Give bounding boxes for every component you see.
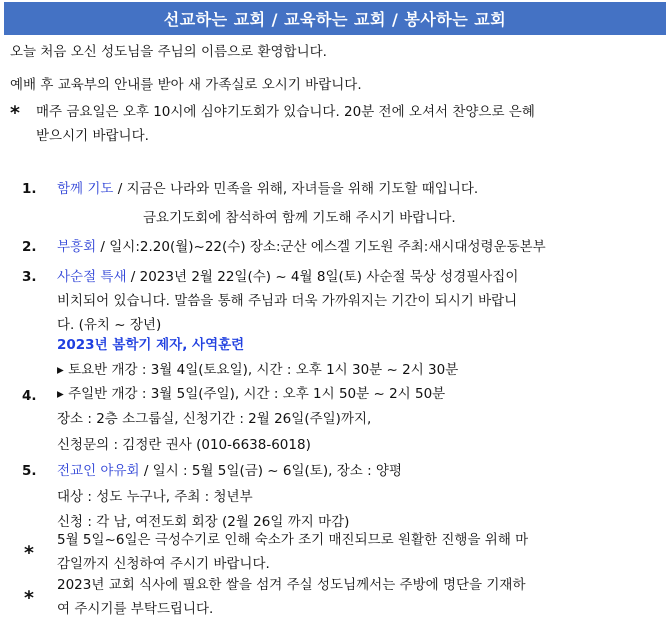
training-place: 장소 : 2층 소그룹실, 신청기간 : 2월 26일(주일)까지, [57,411,372,427]
item-text-cont: 비치되어 있습니다. 말씀을 통해 주님과 더욱 가까워지는 기간이 되시기 바랍니 [57,293,518,309]
item-title: 부흥회 [57,239,97,255]
sunday-class: ▸ 주일반 개강 : 3월 5일(주일), 시간 : 오후 1시 50분 ~ 2시 50분 [57,386,446,402]
rice-note: 2023년 교회 식사에 필요한 쌀을 섬겨 주실 성도님께서는 주방에 명단을 기재하 [57,577,526,593]
item-text: / 일시 : 5월 5일(금) ~ 6일(토), 장소 : 양평 [139,463,402,479]
guide-text: 예배 후 교육부의 안내를 받아 새 가족실로 오시기 바랍니다. [10,77,362,93]
picnic-note-cont: 감일까지 신청하여 주시기 바랍니다. [57,556,270,572]
item-text: / 일시:2.20(월)~22(수) 장소:군산 에스겔 기도원 주최:새시대성령운동본부 [96,239,546,255]
item-text-cont: 대상 : 성도 누구나, 주최 : 청년부 [57,489,253,505]
picnic-note: 5월 5일~6일은 극성수기로 인해 숙소가 조기 매진되므로 원활한 진행을 위해 마 [57,532,529,548]
item-number: 2. [22,239,37,255]
item-prayer [57,180,478,198]
asterisk-icon: * [24,587,34,609]
asterisk-icon: * [10,102,20,124]
item-text: / 지금은 나라와 민족을 위해, 자녀들을 위해 기도할 때입니다. [113,181,479,197]
item-number: 5. [22,463,37,479]
item-text-cont: 금요기도회에 참석하여 함께 기도해 주시기 바랍니다. [143,210,456,226]
friday-prayer-note-cont: 받으시기 바랍니다. [36,128,149,144]
item-title: 사순절 특새 [57,269,127,285]
item-text-cont: 다. (유치 ~ 장년) [57,317,162,333]
item-title: 전교인 야유회 [57,463,140,479]
item-picnic [57,462,402,480]
training-heading: 2023년 봄학기 제자, 사역훈련 [57,337,245,353]
item-lent [57,268,518,286]
item-revival [57,238,546,256]
item-number: 3. [22,269,37,285]
item-text: / 2023년 2월 22일(수) ~ 4월 8일(토) 사순절 묵상 성경필사집이 [126,269,519,285]
welcome-text: 오늘 처음 오신 성도님을 주님의 이름으로 환영합니다. [10,44,327,60]
banner-title: 선교하는 교회 / 교육하는 교회 / 봉사하는 교회 [163,10,507,29]
training-contact: 신청문의 : 김정란 권사 (010-6638-6018) [57,437,311,453]
item-number: 4. [22,388,37,404]
item-text-cont: 신청 : 각 남, 여전도회 회장 (2월 26일 까지 마감) [57,514,350,530]
item-number: 1. [22,181,37,197]
page-banner [4,2,666,35]
rice-note-cont: 여 주시기를 부탁드립니다. [57,601,214,617]
friday-prayer-note: 매주 금요일은 오후 10시에 심야기도회가 있습니다. 20분 전에 오셔서 찬양으로 은혜 [36,104,535,120]
asterisk-icon: * [24,542,34,564]
item-title: 함께 기도 [57,181,114,197]
saturday-class: ▸ 토요반 개강 : 3월 4일(토요일), 시간 : 오후 1시 30분 ~ 2시 30분 [57,362,459,378]
